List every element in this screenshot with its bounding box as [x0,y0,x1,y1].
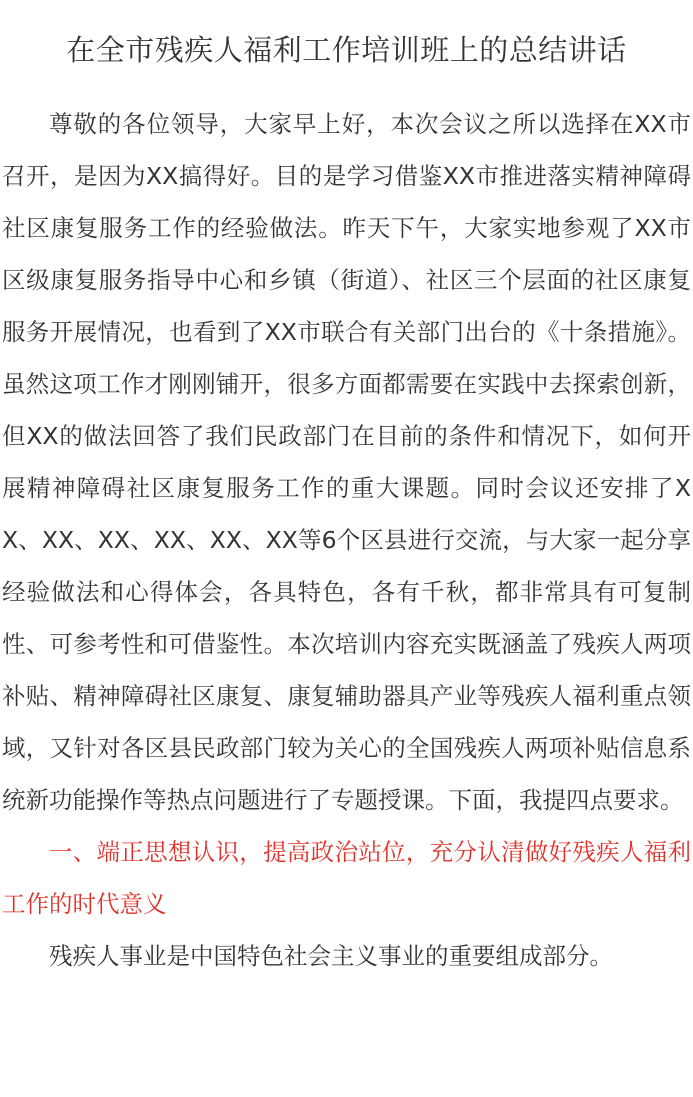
intro-paragraph: 尊敬的各位领导，大家早上好，本次会议之所以选择在XX市召开，是因为XX搞得好。目的是学习借鉴XX市推进落实精神障碍社区康复服务工作的经验做法。昨天下午，大家实地参观了XX市区级康复服务指导中心和乡镇（街道）、社区三个层面的社区康复服务开展情况，也看到了XX市联合有关部门出台的《十条措施》。虽然这项工作才刚刚铺开，很多方面都需要在实践中去探索创新，但XX的做法回答了我们民政部门在目前的条件和情况下，如何开展精神障碍社区康复服务工作的重大课题。同时会议还安排了XX、XX、XX、XX、XX、XX等6个区县进行交流，与大家一起分享经验做法和心得体会，各具特色，各有千秋，都非常具有可复制性、可参考性和可借鉴性。本次培训内容充实既涵盖了残疾人两项补贴、精神障碍社区康复、康复辅助器具产业等残疾人福利重点领域，又针对各区县民政部门较为关心的全国残疾人两项补贴信息系统新功能操作等热点问题进行了专题授课。下面，我提四点要求。 [2,110,691,814]
body-paragraph: 残疾人事业是中国特色社会主义事业的重要组成部分。 [49,942,613,970]
section-heading: 一、端正思想认识，提高政治站位，充分认清做好残疾人福利工作的时代意义 [2,838,691,918]
document-title: 在全市残疾人福利工作培训班上的总结讲话 [66,33,627,67]
